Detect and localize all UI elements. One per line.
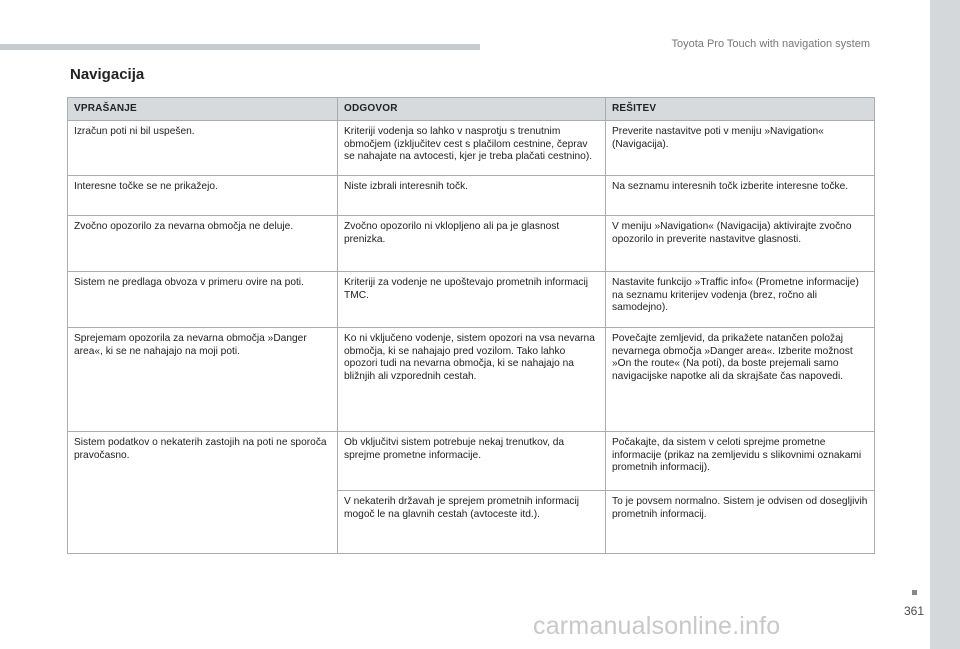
answer-cell: Zvočno opozorilo ni vklopljeno ali pa je glasnost prenizka.	[338, 216, 606, 272]
answer-cell: Kriteriji vodenja so lahko v nasprotju s trenutnim območjem (izključitev cest s plačilom cestnine, čeprav se nahajate na avtocesti, kjer je treba plačati cestnino).	[338, 121, 606, 176]
question-cell: Sistem ne predlaga obvoza v primeru ovire na poti.	[68, 272, 338, 328]
question-cell: Izračun poti ni bil uspešen.	[68, 121, 338, 176]
table-row	[68, 432, 875, 491]
table-header-row	[68, 98, 875, 121]
solution-cell: Nastavite funkcijo »Traffic info« (Prometne informacije) na seznamu kriterijev vodenja (brez, ročno ali samodejno).	[606, 272, 875, 328]
column-header-question: VPRAŠANJE	[68, 98, 338, 121]
table-row	[68, 176, 875, 216]
page-edge-strip	[930, 0, 960, 649]
table-row	[68, 216, 875, 272]
column-header-answer: ODGOVOR	[338, 98, 606, 121]
solution-cell: V meniju »Navigation« (Navigacija) aktivirajte zvočno opozorilo in preverite nastavitve glasnosti.	[606, 216, 875, 272]
table-row	[68, 121, 875, 176]
answer-cell: V nekaterih državah je sprejem prometnih informacij mogoč le na glavnih cestah (avtoceste itd.).	[338, 491, 606, 554]
solution-cell: Počakajte, da sistem v celoti sprejme prometne informacije (prikaz na zemljevidu s slikovnimi oznakami prometnih informacij).	[606, 432, 875, 491]
answer-cell: Ob vključitvi sistem potrebuje nekaj trenutkov, da sprejme prometne informacije.	[338, 432, 606, 491]
question-cell: Sistem podatkov o nekaterih zastojih na poti ne sporoča pravočasno.	[68, 432, 338, 554]
answer-cell: Ko ni vključeno vodenje, sistem opozori na vsa nevarna območja, ki se nahajajo pred vozilom. Tako lahko opozori tudi na nevarna območja, ki se nahajajo na bližnjih ali vzporednih cestah.	[338, 328, 606, 432]
table-row	[68, 272, 875, 328]
table-row	[68, 328, 875, 432]
troubleshooting-table	[67, 97, 875, 554]
watermark: carmanualsonline.info	[533, 612, 781, 640]
question-cell: Sprejemam opozorila za nevarna območja »Danger area«, ki se ne nahajajo na moji poti.	[68, 328, 338, 432]
question-cell: Zvočno opozorilo za nevarna območja ne deluje.	[68, 216, 338, 272]
solution-cell: Na seznamu interesnih točk izberite interesne točke.	[606, 176, 875, 216]
document-header-title: Toyota Pro Touch with navigation system	[671, 38, 870, 50]
column-header-solution: REŠITEV	[606, 98, 875, 121]
solution-cell: Povečajte zemljevid, da prikažete natančen položaj nevarnega območja »Danger area«. Izberite možnost »On the route« (Na poti), da boste prejemali samo navigacijske napotke ali da skrajšate čas napovedi.	[606, 328, 875, 432]
page-number: 361	[903, 604, 924, 618]
header-rule	[0, 44, 480, 50]
solution-cell: Preverite nastavitve poti v meniju »Navigation« (Navigacija).	[606, 121, 875, 176]
question-cell: Interesne točke se ne prikažejo.	[68, 176, 338, 216]
answer-cell: Niste izbrali interesnih točk.	[338, 176, 606, 216]
solution-cell: To je povsem normalno. Sistem je odvisen od dosegljivih prometnih informacij.	[606, 491, 875, 554]
section-title: Navigacija	[70, 66, 145, 83]
answer-cell: Kriteriji za vodenje ne upoštevajo prometnih informacij TMC.	[338, 272, 606, 328]
page-marker-dot	[912, 590, 917, 595]
